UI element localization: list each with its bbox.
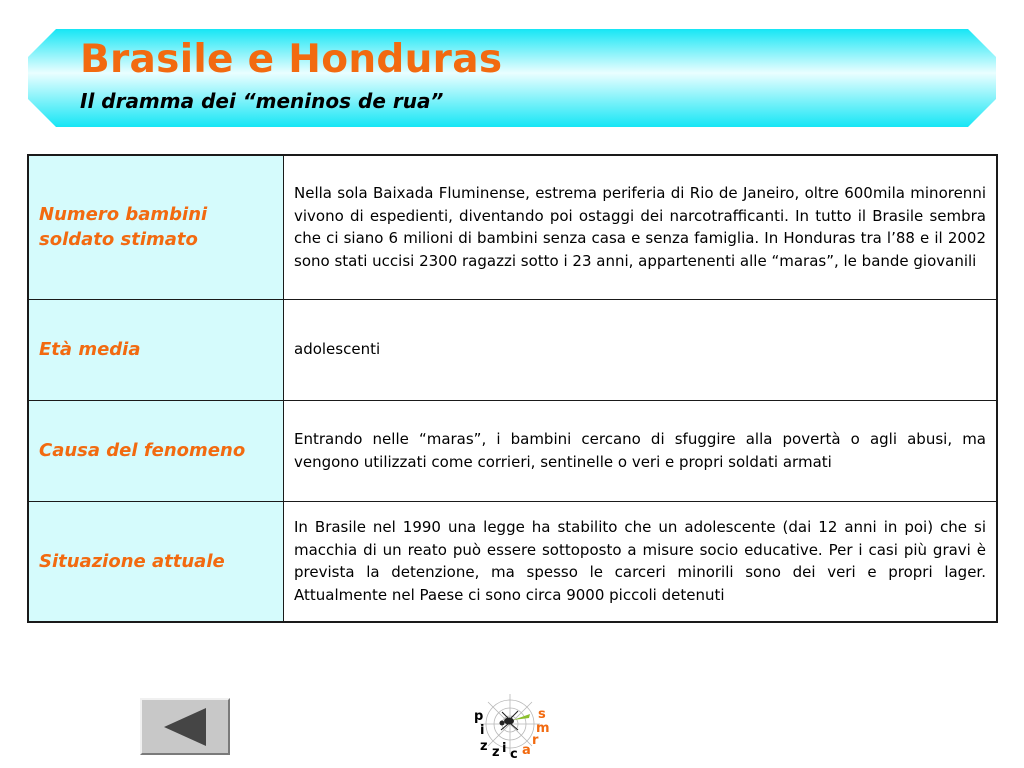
logo-letter: z	[492, 745, 500, 760]
info-table	[27, 154, 998, 623]
page-subtitle: Il dramma dei “meninos de rua”	[80, 89, 444, 113]
row-value: Nella sola Baixada Fluminense, estrema periferia di Rio de Janeiro, oltre 600mila minorenni vivono di espedienti, diventando poi ostaggi dei narcotrafficanti. In tutto il Brasile sembra che ci siano 6 milioni di bambini senza casa e senza famiglia. In Honduras tra l’88 e il 2002 sono stati uccisi 2300 ragazzi sotto i 23 anni, appartenenti alle “maras”, le bande giovanili	[284, 155, 998, 299]
row-label-cell	[28, 400, 284, 501]
logo-letter: p	[474, 709, 484, 724]
row-label: Situazione attuale	[39, 550, 225, 572]
logo-letter: i	[480, 723, 485, 738]
row-label: Età media	[39, 339, 141, 360]
left-triangle-icon	[164, 708, 206, 746]
row-value: Entrando nelle “maras”, i bambini cercano di sfuggire alla povertà o agli abusi, ma vengono utilizzati come corrieri, sentinelle o veri e propri soldati armati	[284, 400, 998, 501]
page-title: Brasile e Honduras	[80, 37, 503, 82]
row-value: adolescenti	[284, 299, 998, 400]
logo-letter: r	[532, 733, 539, 748]
table-row	[28, 501, 997, 622]
logo-letter: a	[522, 743, 531, 758]
logo-letter: i	[502, 741, 507, 756]
row-label-cell	[28, 155, 284, 299]
logo-letter: c	[510, 747, 518, 762]
logo-letter: z	[480, 739, 488, 754]
table-row	[28, 400, 997, 501]
row-label: Causa del fenomeno	[39, 440, 246, 461]
row-label-cell	[28, 299, 284, 400]
logo	[466, 690, 560, 764]
row-label: Numero bambini soldato stimato	[39, 204, 208, 251]
row-label-cell	[28, 501, 284, 622]
table-row	[28, 299, 997, 400]
logo-letter: m	[536, 721, 550, 736]
table-row	[28, 155, 997, 299]
logo-letter: s	[538, 707, 546, 722]
row-value: In Brasile nel 1990 una legge ha stabilito che un adolescente (dai 12 anni in poi) che si macchia di un reato può essere sottoposto a misure socio educative. Per i casi più gravi è prevista la detenzione, ma spesso le carceri minorili sono dei veri e propri lager. Attualmente nel Paese ci sono circa 9000 piccoli detenuti	[284, 501, 998, 622]
back-button[interactable]	[140, 698, 230, 755]
